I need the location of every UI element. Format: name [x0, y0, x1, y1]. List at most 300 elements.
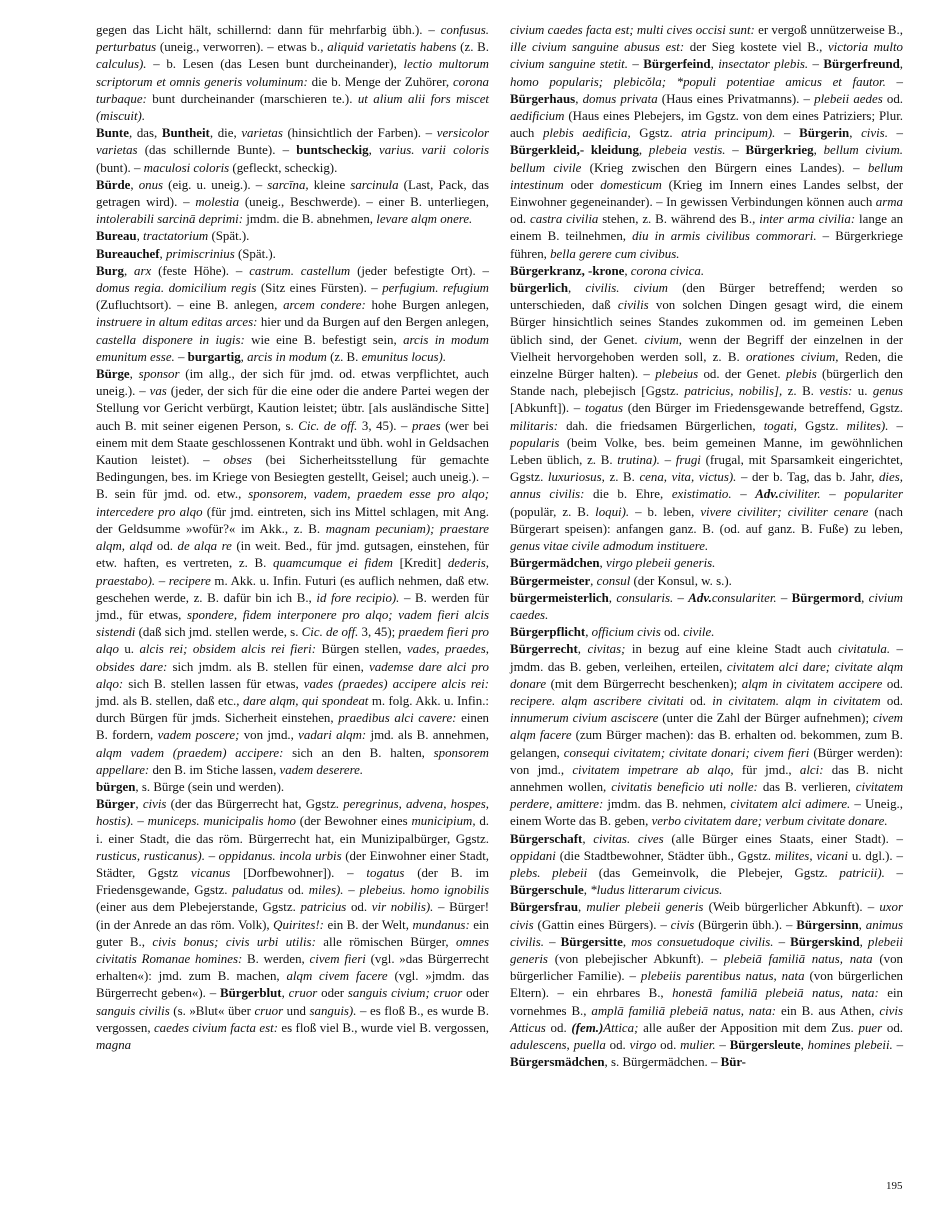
headword: Bürgerkranz, -krone — [510, 263, 625, 278]
latin-term: ut alium alii fors miscet (miscuit). — [96, 91, 490, 124]
entry-text: – — [888, 418, 903, 433]
latin-term: trutina). — [617, 453, 660, 468]
dictionary-entry — [96, 246, 489, 263]
entry-text: (feste Höhe). – — [151, 263, 250, 278]
headword: Bürger — [96, 797, 136, 812]
entry-text: , — [130, 177, 139, 192]
latin-term: bellum civium. bellum civile — [510, 143, 904, 175]
latin-term: omnes civitatis Romanae homines: — [96, 934, 489, 966]
latin-term: mulier. — [680, 1037, 716, 1052]
latin-term: civilis — [617, 298, 649, 313]
entry-text: ein B. der Welt, — [323, 917, 413, 932]
latin-term: plebeius — [655, 367, 699, 382]
dictionary-entry — [96, 779, 489, 796]
entry-text: (Gattin eines Bürgers). – — [533, 917, 671, 932]
entry-text: od. — [656, 1037, 681, 1052]
entry-text: – — [155, 573, 169, 588]
latin-term: alqm vadem (praedem) accipere: — [96, 745, 284, 760]
entry-text: , — [590, 573, 597, 588]
entry-text: m. Akk. u. Infin. Futuri (es auflich nehmen, daß etw. geschehen werde, z. B. dafür bin ich B., — [96, 573, 490, 605]
entry-text: (Zufluchtsort). – eine B. anlegen, — [96, 298, 284, 313]
entry-text: – der b. Tag, das b. Jahr, — [736, 470, 879, 485]
entry-text: , — [129, 367, 139, 382]
headword: bürgermeisterlich — [510, 590, 609, 605]
latin-term: sponsorem, vadem, praedem esse pro alqo; intercedere pro alqo — [96, 487, 490, 519]
latin-term: dies, annus civilis: — [510, 470, 903, 502]
entry-text: , — [859, 934, 868, 949]
entry-text: [Dorfbewohner]). – — [230, 865, 367, 880]
entry-text: od. — [660, 625, 684, 640]
entry-text: , — [899, 57, 904, 72]
headword: bürgerlich — [510, 281, 569, 296]
latin-term: animus civilis. — [510, 917, 903, 949]
entry-text: hier und da Burgen auf den Bergen anlegen, — [257, 315, 489, 330]
entry-text: gegen das Licht hält, schillernd: dann für mehrfarbig übh.). – — [96, 23, 441, 37]
entry-text: (für jmd. eintreten, sich ins Mittel schlagen, mit Ang. der Geldsumme »wofür?« im Akk., z. B. — [96, 504, 489, 536]
latin-term: alcis rei; obsidem alcis rei fieri: — [139, 642, 317, 657]
latin-term: Cic. de off. — [301, 625, 359, 640]
entry-text: z. B. — [604, 470, 640, 485]
headword: Bür- — [720, 1055, 746, 1070]
latin-term: plebeius. homo ignobilis — [359, 883, 489, 898]
latin-term: paludatus — [232, 883, 284, 898]
entry-text: , — [585, 625, 592, 640]
dictionary-entry — [96, 366, 489, 779]
latin-term: varietas — [241, 126, 283, 141]
entry-text: (nach Bürgerart speisen): anfangen ganz. B. (od. auf ganz. B. Fuße) zu leben, — [510, 504, 903, 536]
entry-text: und — [283, 1003, 310, 1018]
latin-term: magnam pecuniam); praestare alqm, alqd — [96, 521, 489, 554]
headword: Bürgerhaus — [510, 91, 576, 106]
entry-text: (mit dem Bürgerrecht beschenken); — [546, 676, 742, 691]
entry-text: – — [133, 814, 148, 829]
entry-text: (hinsichtlich der Farben). – — [282, 126, 437, 141]
latin-term: versicolor varietas — [96, 126, 489, 158]
entry-text: (alle Bürger eines Staats, einer Stadt). – — [663, 831, 903, 846]
headword: Bunte — [96, 126, 129, 141]
entry-text: , — [622, 934, 632, 949]
entry-text: , — [578, 900, 587, 915]
entry-text: – — [659, 453, 676, 468]
headword: burgartig — [187, 349, 241, 364]
entry-text: (der Konsul, w. s.). — [630, 573, 732, 588]
latin-term: arcis in modum — [247, 349, 327, 364]
page-number: 195 — [886, 1180, 903, 1192]
dictionary-entry — [96, 228, 489, 245]
entry-text: – — [204, 848, 219, 863]
entry-text: (Spät.). — [234, 246, 276, 261]
entry-text: , — [813, 143, 824, 158]
latin-term: inter arma civilia: — [759, 212, 856, 227]
entry-text: (daß sich jmd. stellen werde, s. — [135, 625, 302, 640]
entry-text: , — [240, 349, 248, 364]
entry-text: kleine — [308, 177, 351, 192]
entry-text: jmd. als B. annehmen, — [366, 728, 489, 743]
latin-term: de alqa re — [177, 539, 232, 554]
latin-term: plebeiā familiā natus, nata — [723, 951, 873, 966]
entry-text: – Bürger! (in der Anrede an das röm. Volk), — [96, 900, 490, 932]
entry-text: – B. werden für jmd., für etwas, — [96, 590, 490, 622]
latin-term: civem alqm facere — [510, 711, 903, 743]
dictionary-entry — [510, 263, 903, 280]
latin-term: civis — [670, 917, 695, 932]
entry-text: , — [608, 590, 617, 605]
headword: Bürgerskind — [790, 934, 860, 949]
entry-text: die b. Ehre, — [584, 487, 672, 502]
latin-term: genus vitae civile admodum instituere. — [510, 539, 709, 554]
entry-text: (in weit. Bed., für jmd. gutsagen, einstehen, für etw. haften, es vertreten, z. B. — [96, 539, 489, 571]
entry-text: z. B. — [782, 384, 820, 399]
latin-term: plebs. plebeii — [510, 865, 588, 880]
latin-term: recipere — [168, 573, 211, 588]
latin-term: vas — [149, 384, 167, 399]
latin-term: instruere in altum editas arces: — [96, 315, 258, 330]
headword: Buntheit — [161, 126, 210, 141]
dictionary-entry — [510, 590, 903, 624]
dictionary-entry — [510, 831, 903, 900]
entry-text: B. werden, — [242, 951, 310, 966]
latin-term: mulier plebeii generis — [586, 900, 704, 915]
headword: Bürgermädchen — [510, 556, 600, 571]
entry-text: , das, — [128, 126, 162, 141]
entry-text: Reden, die einzelne Bürger halten). – — [510, 349, 903, 382]
latin-term: togatus — [366, 865, 405, 880]
entry-text: od. — [882, 91, 903, 106]
entry-text: die b. Menge der Zuhörer, — [307, 74, 453, 89]
entry-text: hohe Burgen anlegen, — [365, 298, 489, 313]
entry-text: von solchen Dingen gesagt wird, die einem Bürger hinsichtlich seines Standes zukommen od. im gemeinen Leben üblich sind, der Genet. — [510, 298, 903, 347]
latin-term: alci: — [799, 762, 824, 777]
latin-term: praedem fieri pro alqo — [96, 625, 489, 657]
latin-term: civiliter. — [778, 487, 821, 502]
entry-text: oder — [317, 986, 348, 1001]
latin-term: civitatem impetrare ab alqo, — [572, 762, 734, 777]
entry-text: (Last, Pack, das getragen wird). – — [96, 177, 489, 210]
latin-term: Adv. — [755, 487, 779, 502]
entry-text: (vgl. »jmdm. das Bürgerrecht geben«). – — [96, 969, 489, 1001]
entry-text: (bürgerlich den Stande nach, plebejisch [Ggstz. — [510, 367, 904, 399]
latin-term: arx — [134, 263, 152, 278]
entry-text: (unter die Zahl der Bürger aufnehmen); — [658, 711, 873, 726]
entry-text: bunt durcheinander (marschieren te.). — [146, 91, 358, 106]
latin-term: civitatem perdere, amittere: — [510, 779, 904, 812]
latin-term: consul — [596, 573, 631, 588]
latin-term: praedibus alci cavere: — [338, 711, 457, 726]
latin-term: miles). — [308, 883, 344, 898]
entry-text: , die, — [209, 126, 242, 141]
latin-term: emunitus locus). — [361, 349, 447, 364]
latin-term: onus — [138, 177, 164, 192]
entry-text: – — [715, 1037, 730, 1052]
latin-term: quamcumque ei fidem — [272, 556, 393, 571]
entry-text: , — [800, 1037, 808, 1052]
entry-text: od. — [346, 900, 372, 915]
latin-term: civem fieri — [309, 951, 366, 966]
latin-term: Attica; — [603, 1020, 639, 1035]
dictionary-entry — [510, 641, 903, 830]
entry-text: – es floß B., es wurde B. vergossen, — [96, 1003, 489, 1035]
entry-text: od. — [545, 1020, 572, 1035]
entry-text: jmdm. die B. abnehmen, — [243, 212, 377, 227]
entry-text: – b. Lesen (das Lesen bunt durcheinander), — [146, 57, 404, 72]
headword: Bürgersleute — [729, 1037, 801, 1052]
latin-term: vestis: — [819, 384, 853, 399]
entry-text: der Sieg kostete viel B., — [684, 40, 828, 55]
latin-term: mundanus: — [412, 917, 470, 932]
headword: Bürgerin — [799, 126, 850, 141]
latin-term: domus privata — [582, 91, 658, 106]
headword: Bürgerpflicht — [510, 625, 586, 640]
entry-text: lange an einem B. teilnehmen, — [510, 212, 904, 244]
entry-text: Bürgen stellen, — [316, 642, 407, 657]
headword: Bureauchef — [96, 246, 160, 261]
entry-text: für jmd., — [733, 762, 800, 777]
entry-text: (vgl. »das Bürgerrecht erhalten«): jmd. zum B. machen, — [96, 951, 490, 984]
latin-term: sanguis civium; — [347, 986, 430, 1001]
entry-text: – Bürgerkriege führen, — [510, 229, 903, 261]
latin-term: loqui). — [595, 504, 630, 519]
entry-text: von jmd., — [239, 728, 299, 743]
entry-text: (z. B. — [326, 349, 362, 364]
entry-text: , — [599, 556, 606, 571]
entry-text: (eig. u. uneig.). – — [163, 177, 268, 192]
latin-term: sarcinula — [350, 177, 399, 192]
latin-term: vademse dare alci pro alqo: — [96, 659, 489, 691]
latin-term: intolerabili sarcinā deprimi: — [96, 212, 244, 227]
entry-text: – — [343, 883, 360, 898]
latin-term: verbo civitatem dare; verbum civitate donare. — [651, 814, 888, 829]
latin-term: vadari alqm: — [298, 728, 367, 743]
headword: Burg — [96, 263, 124, 278]
latin-term: Adv. — [688, 590, 712, 605]
latin-term: tractatorium — [143, 229, 209, 244]
dictionary-entry — [96, 22, 489, 125]
latin-term: patricius, nobilis], — [684, 384, 783, 399]
entry-text: , — [710, 57, 719, 72]
entry-text: (Haus eines Plebejers, im Ggstz. von dem eines Patriziers; Plur. auch — [510, 109, 903, 141]
latin-term: cruor — [254, 1003, 284, 1018]
right-column — [510, 22, 903, 1071]
latin-term: consularis. — [616, 590, 674, 605]
latin-term: vades (praedes) accipere alcis rei: — [303, 676, 490, 691]
entry-text: alle römischen Bürger, — [315, 934, 457, 949]
latin-term: togati, — [763, 418, 798, 433]
latin-term: atria principum). — [681, 126, 776, 141]
entry-text: – — [725, 143, 746, 158]
dictionary-entry — [96, 177, 489, 229]
latin-term: populariter — [844, 487, 903, 502]
entry-text: (der B. im Friedensgewande, Ggstz. — [96, 865, 489, 898]
entry-text: sich jmdm. als B. stellen für einen, — [167, 659, 370, 674]
entry-text: (Haus eines Privatmanns). – — [657, 91, 815, 106]
entry-text: od. — [882, 676, 903, 691]
latin-term: innumerum civium asciscere — [510, 711, 659, 726]
entry-text: od. — [152, 539, 178, 554]
headword: Bürgersfrau — [510, 900, 579, 915]
entry-text: den B. im Stiche lassen, — [149, 762, 280, 777]
entry-text: (das Gemeinvolk, die Plebejer, Ggstz. — [587, 865, 840, 880]
latin-term: castella disponere in iugis: — [96, 332, 245, 347]
entry-text: (von bürgerlichen Eltern). – ein ehrbares B., — [510, 969, 903, 1001]
latin-term: civis Atticus — [510, 1003, 903, 1035]
entry-text: (beim Volke, bes. beim gemeinen Manne, im gewöhnlichen Leben üblich, z. B. — [510, 435, 903, 468]
headword: buntscheckig — [296, 143, 369, 158]
entry-text: – — [673, 590, 689, 605]
latin-term: plebis aedificia, — [542, 126, 631, 141]
latin-term: (fem.) — [571, 1020, 604, 1035]
entry-text: dah. die friedsamen Bürgerlichen, — [558, 418, 764, 433]
entry-text: od. — [605, 1037, 630, 1052]
entry-text: (zum Bürger machen): das B. erhalten od. bekommen, zum B. gelangen, — [510, 728, 904, 760]
entry-text: – — [773, 934, 791, 949]
entry-text: (Weib bürgerlicher Abkunft). – — [703, 900, 880, 915]
entry-text: (populär, z. B. — [510, 504, 596, 519]
latin-term: patricius — [300, 900, 347, 915]
latin-term: plebeii generis — [510, 934, 903, 966]
latin-term: id fore recipio). — [316, 590, 400, 605]
latin-term: Quirites!: — [273, 917, 324, 932]
latin-term: insectator plebis. — [718, 57, 809, 72]
entry-text: (jeder befestigte Ort). – — [350, 263, 489, 278]
latin-term: civium, — [644, 332, 683, 347]
latin-term: praes — [411, 418, 441, 433]
latin-term: alqm civem facere — [286, 969, 388, 984]
latin-term: togatus — [585, 401, 623, 416]
latin-term: amplā familiā plebeiā natus, nata: — [591, 1003, 777, 1018]
entry-text: od. — [283, 883, 309, 898]
latin-term: plebeia vestis. — [648, 143, 726, 158]
latin-term: varius. varii coloris — [379, 143, 489, 158]
latin-term: homo popularis; plebicŏla; *populi potentiae amicus et fautor. — [510, 74, 886, 89]
latin-term: bella gerere cum civibus. — [550, 246, 680, 261]
latin-term: civis bonus; civis urbi utilis: — [152, 934, 316, 949]
entry-text: – — [884, 865, 903, 880]
latin-term: civitatis beneficio uti nolle: — [611, 779, 758, 794]
entry-text: – — [887, 126, 903, 141]
latin-term: corona turbaque: — [96, 74, 489, 106]
latin-term: municeps. municipalis homo — [147, 814, 296, 829]
headword: Bürgerkrieg — [745, 143, 814, 158]
entry-text: (frugal, mit Sparsamkeit eingerichtet, Ggstz. — [510, 453, 903, 485]
latin-term: civitas. cives — [593, 831, 664, 846]
latin-term: mos consuetudoque civilis. — [631, 934, 774, 949]
entry-text: , — [638, 143, 649, 158]
latin-term: virgo — [629, 1037, 657, 1052]
entry-text: es floß viel B., wurde viel B. vergossen, — [277, 1020, 489, 1035]
latin-term: homines plebeii. — [807, 1037, 893, 1052]
entry-text: [Kredit] — [392, 556, 448, 571]
entry-text: 3, 45). – — [357, 418, 412, 433]
entry-text: , — [159, 246, 166, 261]
latin-term: alqm in civitatem accipere — [741, 676, 883, 691]
entry-text: – — [775, 126, 800, 141]
latin-term: vades, praedes, obsides dare: — [96, 642, 489, 674]
entry-text: , — [624, 263, 631, 278]
latin-term: victoria multo civium sanguine stetit. — [510, 40, 903, 72]
entry-text: jmdm. das B. nehmen, — [603, 797, 731, 812]
entry-text: (Spät.). — [208, 229, 250, 244]
latin-term: sponsor — [138, 367, 180, 382]
latin-term: dederis, praestabo). — [96, 556, 490, 588]
latin-term: corona civica. — [630, 263, 705, 278]
entry-text: – — [885, 74, 903, 89]
entry-text: – — [544, 934, 561, 949]
entry-text: (im allg., der sich für jmd. od. etwas verpflichtet, auch uneig.). – — [96, 367, 489, 399]
headword: Bureau — [96, 229, 137, 244]
latin-term: sanguis civilis — [96, 1003, 170, 1018]
entry-text: Ggstz. — [630, 126, 682, 141]
entry-text: das B. verlieren, — [757, 779, 856, 794]
entry-text: , — [123, 263, 135, 278]
latin-term: plebeiis parentibus natus, nata — [640, 969, 805, 984]
entry-text: einen B. fordern, — [96, 711, 490, 743]
latin-term: vadem deserere. — [279, 762, 364, 777]
entry-text: (uneig., verworren). – etwas b., — [156, 40, 328, 55]
entry-text: , — [368, 143, 379, 158]
latin-term: arma — [875, 195, 903, 210]
entry-text: ein B. aus Athen, — [776, 1003, 880, 1018]
entry-text: (Bürgerin übh.). – — [694, 917, 797, 932]
entry-text: , — [849, 126, 862, 141]
entry-text: stehen, z. B. während des B., — [598, 212, 760, 227]
latin-term: milites). — [846, 418, 889, 433]
entry-text: (die Stadtbewohner, Städter übh., Ggstz. — [555, 848, 775, 863]
entry-text: d. i. einer Stadt, die das röm. Bürgerrecht hat, ein Munizipalbürger, Ggstz. — [96, 814, 490, 846]
latin-term: sanguis). — [309, 1003, 357, 1018]
entry-text: (der Bewohner eines — [296, 814, 412, 829]
latin-term: consequi civitatem; civitate donari; civem fieri — [563, 745, 810, 760]
entry-text: – — [820, 487, 845, 502]
entry-text: (Bürger werden): von jmd., — [510, 745, 903, 777]
latin-term: patricii). — [839, 865, 885, 880]
entry-text: od. — [510, 212, 531, 227]
entry-text: oder — [462, 986, 489, 1001]
latin-term: Cic. de off. — [298, 418, 358, 433]
entry-text: (einer aus dem Plebejerstande, Ggstz. — [96, 900, 301, 915]
entry-text: , — [861, 590, 869, 605]
latin-term: adulescens, puella — [510, 1037, 606, 1052]
entry-text: in bezug auf eine kleine Stadt auch — [625, 642, 839, 657]
entry-text: sich an den B. halten, — [283, 745, 434, 760]
entry-text: ein guter B., — [96, 917, 489, 949]
latin-term: civile. — [683, 625, 715, 640]
entry-text: (jeder, der sich für die eine oder die andere Partei wegen der Stellung vor Gericht verbürgt, Kaution leistet; übtr. [als ausländische Sitte] auch B. mit seiner eigenen Person, s. — [96, 384, 489, 433]
entry-text: (wer bei einem mit dem Staate geschlossenen Kontrakt und übh. wohl in Geldsachen Kaution leistet). – — [96, 418, 489, 468]
entry-text: Ggstz. — [797, 418, 847, 433]
headword: Bürgersinn — [796, 917, 859, 932]
latin-term: vicanus — [190, 865, 231, 880]
latin-term: cruor — [288, 986, 318, 1001]
entry-text: , — [568, 281, 586, 296]
latin-term: caedes civium facta est: — [153, 1020, 278, 1035]
latin-term: militaris: — [510, 418, 558, 433]
entry-text: er vergoß unnützerweise B., — [754, 23, 903, 37]
entry-text: (uneig., Beschwerde). – einer B. unterliegen, — [239, 195, 489, 210]
headword: Bürgerschaft — [510, 831, 583, 846]
entry-text: – — [628, 57, 644, 72]
entry-text: das B. nicht annehmen wollen, — [510, 762, 903, 794]
entry-text: (Krieg im Innern eines Landes selbst, der Einwohner gegeneinander). – In gewissen Verbindungen können auch — [510, 177, 903, 210]
left-column — [96, 22, 489, 1054]
latin-term: puer — [858, 1020, 883, 1035]
latin-term: vir nobilis). — [371, 900, 434, 915]
dictionary-entry — [96, 796, 489, 1054]
entry-text: – — [808, 57, 824, 72]
latin-term: perfugium. refugium — [382, 281, 489, 296]
entry-text: jmd. als B. stellen, daß etc., — [96, 693, 243, 708]
entry-text: u. — [852, 384, 873, 399]
latin-term: confusus. perturbatus — [96, 23, 489, 55]
